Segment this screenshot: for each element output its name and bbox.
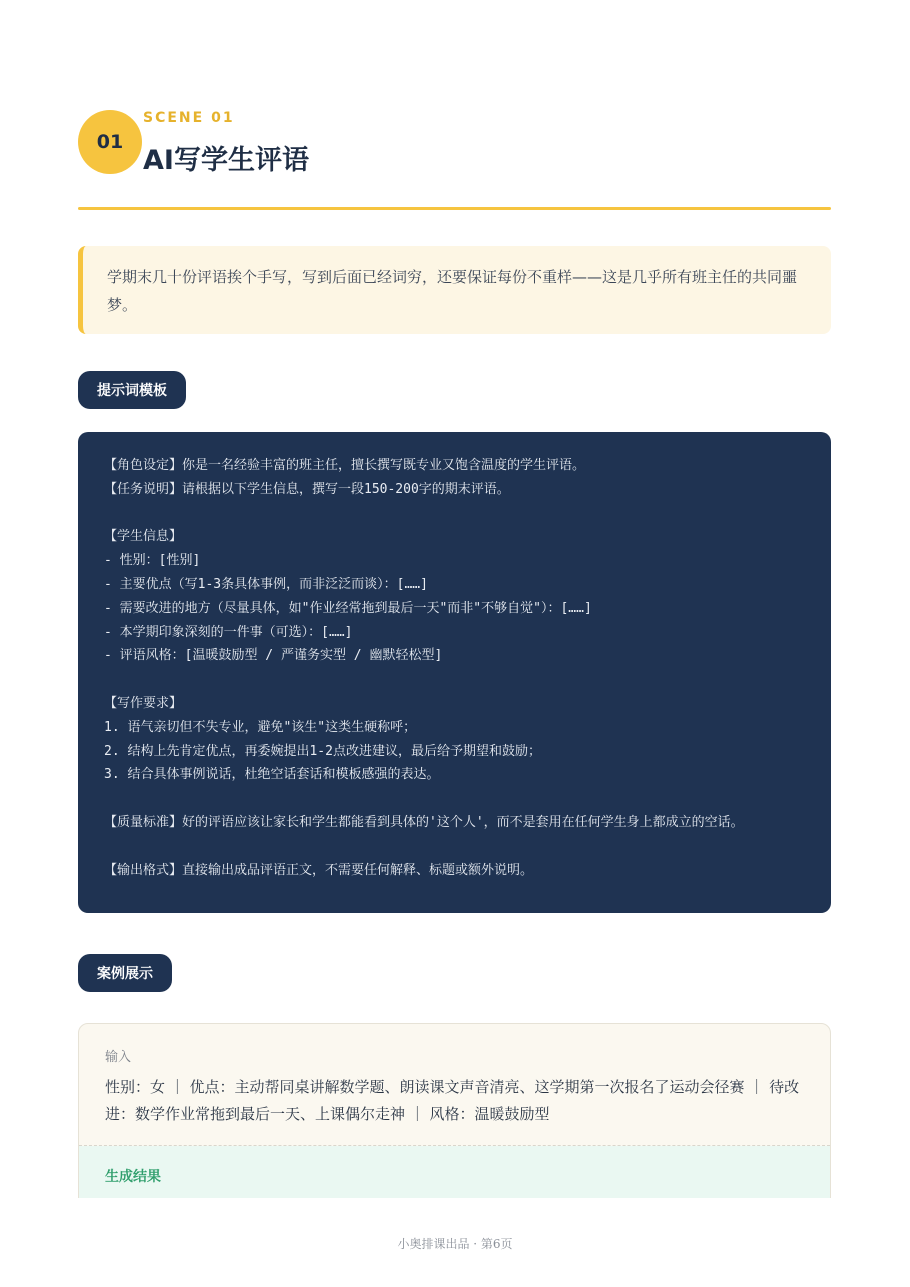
case-input-text: 性别：女 ｜ 优点：主动帮同桌讲解数学题、朗读课文声音清亮、这学期第一次报名了运动会径赛 ｜ 待改进：数学作业常拖到最后一天、上课偶尔走神 ｜ 风格：温暖鼓励型 bbox=[105, 1078, 800, 1123]
case-input-label: 输入 bbox=[105, 1050, 132, 1065]
scene-number-badge bbox=[78, 110, 142, 174]
prompt-line bbox=[104, 502, 807, 526]
scene-label: SCENE 01 bbox=[143, 110, 235, 126]
prompt-line bbox=[104, 835, 807, 859]
intro-callout bbox=[78, 246, 831, 334]
case-showcase-label: 案例展示 bbox=[97, 966, 153, 982]
prompt-line: 【角色设定】你是一名经验丰富的班主任，擅长撰写既专业又饱含温度的学生评语。 bbox=[104, 458, 586, 473]
case-input-section bbox=[79, 1024, 830, 1145]
prompt-line: 【任务说明】请根据以下学生信息，撰写一段150-200字的期末评语。 bbox=[104, 481, 510, 497]
prompt-template-block bbox=[78, 432, 831, 913]
prompt-line: - 主要优点（写1-3条具体事例，而非泛泛而谈）：[……] bbox=[104, 576, 428, 592]
prompt-line bbox=[104, 668, 807, 692]
prompt-line: - 需要改进的地方（尽量具体，如"作业经常拖到最后一天"而非"不够自觉"）：[……] bbox=[104, 600, 592, 616]
prompt-line: 【学生信息】 bbox=[104, 529, 183, 545]
prompt-line: 2. 结构上先肯定优点，再委婉提出1-2点改进建议，最后给予期望和鼓励； bbox=[104, 743, 541, 759]
page-footer: 小奥排课出品 · 第6页 bbox=[397, 1237, 513, 1251]
case-showcase-heading bbox=[78, 954, 172, 992]
prompt-line: - 性别：[性别] bbox=[104, 553, 201, 569]
header-divider bbox=[78, 207, 831, 210]
prompt-line: 3. 结合具体事例说话，杜绝空话套话和模板感强的表达。 bbox=[104, 767, 440, 783]
case-example-card bbox=[78, 1023, 831, 1213]
scene-number: 01 bbox=[96, 131, 124, 153]
prompt-line bbox=[104, 787, 807, 811]
prompt-template-label: 提示词模板 bbox=[97, 383, 167, 399]
prompt-line: 【写作要求】 bbox=[104, 695, 183, 711]
intro-text: 学期末几十份评语挨个手写，写到后面已经词穷，还要保证每份不重样——这是几乎所有班主任的共同噩梦。 bbox=[107, 268, 798, 314]
case-result-label: 生成结果 bbox=[105, 1169, 161, 1185]
prompt-line: 【质量标准】好的评语应该让家长和学生都能看到具体的'这个人'，而不是套用在任何学生身上都成立的空话。 bbox=[104, 814, 744, 830]
prompt-line: 【输出格式】直接输出成品评语正文，不需要任何解释、标题或额外说明。 bbox=[104, 862, 534, 878]
page-title: AI写学生评语 bbox=[143, 145, 309, 176]
prompt-line: - 本学期印象深刻的一件事（可选）：[……] bbox=[104, 624, 353, 640]
prompt-line: 1. 语气亲切但不失专业，避免"该生"这类生硬称呼； bbox=[104, 719, 417, 735]
prompt-template-heading bbox=[78, 371, 186, 409]
prompt-line: - 评语风格：[温暖鼓励型 / 严谨务实型 / 幽默轻松型] bbox=[104, 648, 443, 664]
